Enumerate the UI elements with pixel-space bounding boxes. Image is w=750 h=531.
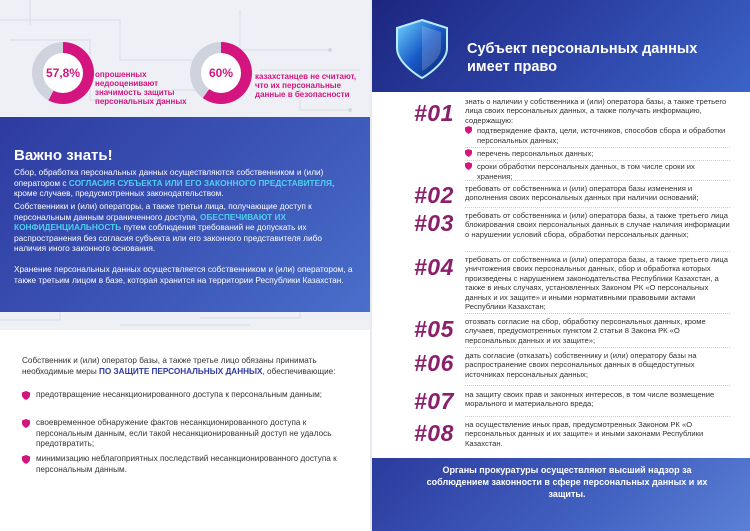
shield-bullet-icon: [22, 391, 30, 400]
donut-chart-2: [190, 42, 252, 104]
footer-banner: [372, 458, 750, 531]
right-text-07: на защиту своих прав и законных интересов, в том числе возмещение морального и материального вреда;: [465, 390, 715, 409]
shield-bullet-icon: [465, 126, 472, 134]
right-text-02: требовать от собственника и (или) оператора базы изменения и дополнения своих персональных данных при наличии оснований;: [465, 184, 699, 203]
shield-bullet-icon: [22, 419, 30, 428]
stat-text-1: опрошенных недооценивают значимость защиты персональных данных: [95, 70, 187, 106]
right-text-08: на осуществление иных прав, предусмотренных Законом РК «О персональных данных и их защите» и иными законами Республики Казахстан.: [465, 420, 704, 448]
right-number-08: #08: [414, 420, 454, 446]
measure-item-3: [22, 454, 342, 475]
measure-text-3: минимизацию неблагоприятных последствий несанкционированного доступа к персональным данным.: [36, 454, 337, 474]
footer-text: Органы прокуратуры осуществляют высший надзор за соблюдением законности в сфере персональных данных и их защиты.: [426, 465, 708, 499]
right-01-text: знать о наличии у собственника и (или) оператора базы, а также третьего лица своих персональных данных, а также получать информацию, содержащую:: [465, 97, 727, 125]
right-number-06: #06: [414, 350, 454, 376]
right-text-05: отозвать согласие на сбор, обработку персональных данных, кроме случаев, предусмотренных пунктом 2 статьи 8 Закона РК «О персональных данных и их защите»;: [465, 317, 706, 345]
p2-text-a: Собственники и (или) операторы, а также третьи лица, получающие доступ к персональным данным ограниченного доступа,: [14, 201, 312, 222]
measure-text-1: предотвращение несанкционированного доступа к персональным данным;: [36, 390, 323, 399]
donut-chart-1: [32, 42, 94, 104]
divider: [465, 207, 730, 208]
measure-item-2: [22, 418, 342, 450]
p3-text: Хранение персональных данных осуществляется собственником и (или) оператором, а также третьим лицом в базе, которая хранится на территории Республики Казахстан.: [14, 264, 353, 285]
left-page: [0, 0, 370, 531]
right-number-07: #07: [414, 388, 454, 414]
important-paragraph-3: [14, 264, 354, 285]
right-number-04: #04: [414, 254, 454, 280]
important-paragraph-1: [14, 167, 354, 199]
divider: [465, 313, 730, 314]
divider: [465, 251, 730, 252]
right-01-sub-2: перечень персональных данных;: [465, 149, 730, 158]
right-number-03: #03: [414, 210, 454, 236]
right-text-04: требовать от собственника и (или) оператора базы, а также третьего лица уничтожения своих персональных данных, сбор и обработка которых произведены с нарушением законодательства Республики Казахстан, а также в иных случаях, установленных Законом РК «О персональных данных и их защите» и иными нормативными правовыми актами Республики Казахстан;: [465, 255, 728, 312]
important-title: Важно знать!: [14, 147, 113, 164]
rights-title: Субъект персональных данных имеет право: [467, 41, 698, 75]
shield-icon: [394, 18, 450, 80]
stat-value-2: 60%: [208, 66, 234, 80]
measures-intro-b: , обеспечивающие:: [262, 366, 336, 376]
right-text-06: дать согласие (отказать) собственнику и (или) оператору базы на распространение своих персональных данных в общедоступных источниках персональных данных;: [465, 351, 697, 379]
right-text-03: требовать от собственника и (или) оператора базы, а также третьего лица блокирования своих персональных данных в случае наличия информации о нарушении условий сбора, обработки персональных данных;: [465, 211, 730, 239]
important-section: [0, 117, 370, 312]
divider: [465, 347, 730, 348]
p1-text-a: Сбор, обработка персональных данных осуществляются собственником и (или) оператором с: [14, 167, 324, 188]
stat-text-2: казахстанцев не считают, что их персональные данные в безопасности: [255, 72, 357, 99]
right-number-05: #05: [414, 316, 454, 342]
measures-intro-highlight: ПО ЗАЩИТЕ ПЕРСОНАЛЬНЫХ ДАННЫХ: [99, 366, 263, 376]
right-page: [372, 0, 750, 531]
p2-text-b: путем соблюдения требований не допускать их распространения без согласия субъекта или его законного представителя либо наличия иного законного основания.: [14, 222, 322, 254]
rights-header: [372, 0, 750, 92]
shield-bullet-icon: [465, 149, 472, 157]
right-number-02: #02: [414, 182, 454, 208]
divider: [465, 385, 730, 386]
p2-highlight: ОБЕСПЕЧИВАЮТ ИХ КОНФИДЕНЦИАЛЬНОСТЬ: [14, 211, 287, 233]
measure-item-1: [22, 390, 342, 401]
right-number-01: #01: [414, 100, 454, 126]
right-01-sub-3: сроки обработки персональных данных, в том числе сроки их хранения;: [465, 162, 730, 181]
right-01-sub-1: подтверждение факта, цели, источников, способов сбора и обработки персональных данных;: [465, 126, 730, 145]
measures-intro-a: Собственник и (или) оператор базы, а также третье лицо обязаны принимать необходимые меры: [22, 356, 317, 376]
right-text-01: [465, 97, 730, 181]
p1-highlight: СОГЛАСИЯ СУБЪЕКТА ИЛИ ЕГО ЗАКОННОГО ПРЕДСТАВИТЕЛЯ: [68, 177, 332, 188]
divider: [465, 416, 730, 417]
shield-bullet-icon: [465, 162, 472, 170]
shield-bullet-icon: [22, 455, 30, 464]
measures-intro: [22, 356, 352, 377]
measures-section: [0, 330, 370, 531]
p1-text-b: , кроме случаев, предусмотренных законодательством.: [14, 177, 335, 199]
measure-text-2: своевременное обнаружение фактов несанкционированного доступа к персональным данным, если такой несанкционированный доступ не удалось предотвратить;: [36, 418, 332, 449]
important-paragraph-2: [14, 201, 354, 254]
stat-value-1: 57,8%: [45, 66, 81, 80]
divider: [465, 180, 730, 181]
